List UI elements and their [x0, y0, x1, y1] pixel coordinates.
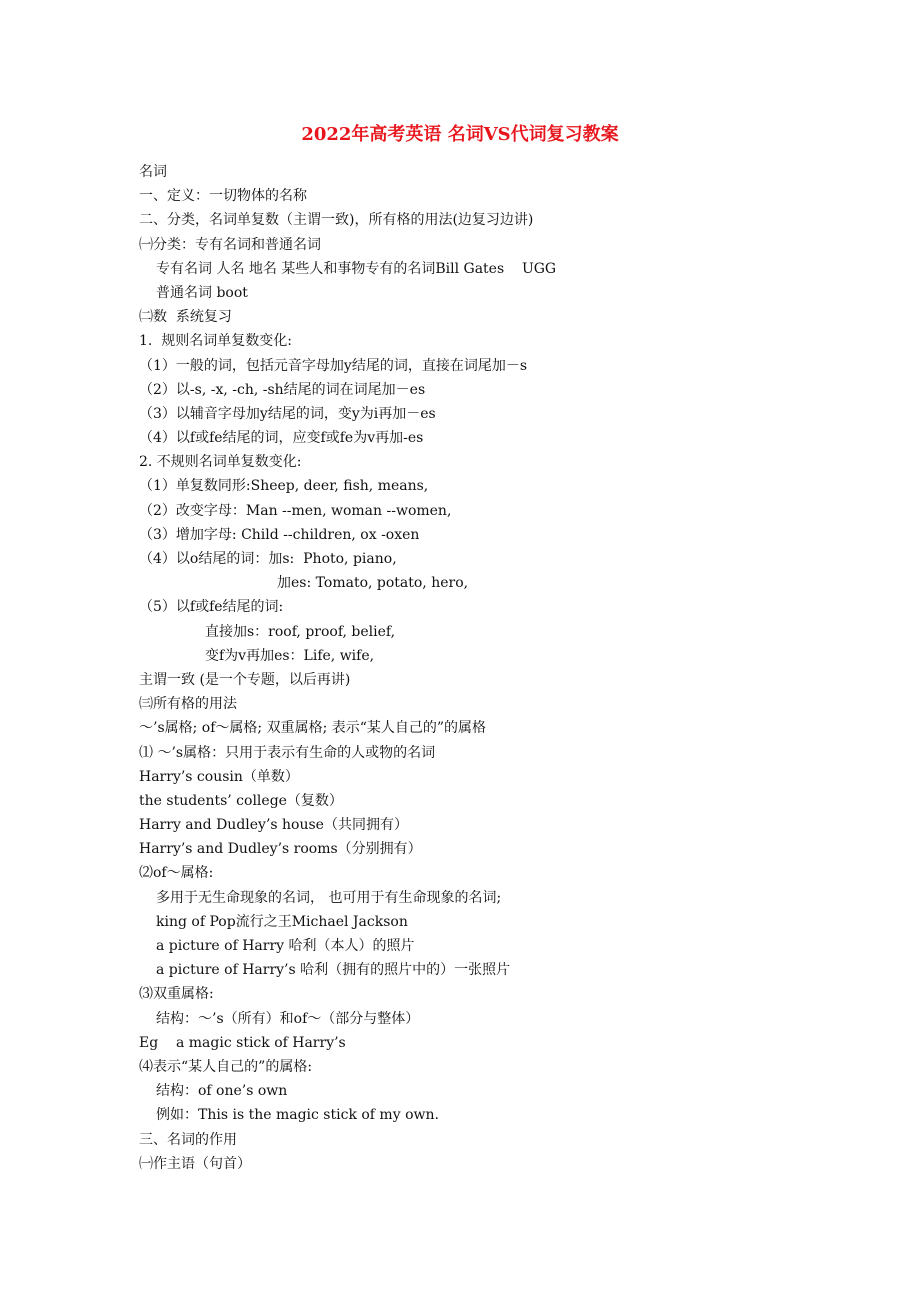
- document-line: 直接加s：roof, proof, belief,: [205, 623, 396, 640]
- document-line: Harry and Dudley’s house（共同拥有）: [139, 817, 408, 834]
- document-line: Eg a magic stick of Harry’s: [139, 1034, 346, 1051]
- document-line: （1）一般的词，包括元音字母加y结尾的词，直接在词尾加－s: [139, 357, 527, 374]
- document-line: 结构：～’s（所有）和of～（部分与整体）: [156, 1010, 420, 1027]
- document-body: [139, 160, 879, 1176]
- document-line: ⑷表示“某人自己的”的属格:: [139, 1058, 313, 1075]
- document-line: （3）以辅音字母加y结尾的词，变y为i再加－es: [139, 405, 436, 422]
- document-line: 1. 规则名词单复数变化:: [139, 333, 292, 350]
- document-line: 加es: Tomato, potato, hero,: [277, 575, 469, 592]
- document-line: ㈢所有格的用法: [139, 696, 237, 713]
- document-line: 结构：of one’s own: [156, 1083, 288, 1100]
- document-title: 2022年高考英语 名词VS代词复习教案: [301, 124, 619, 145]
- document-line: ⑵of～属格:: [139, 865, 214, 882]
- document-line: king of Pop流行之王Michael Jackson: [156, 913, 408, 930]
- document-line: 变f为v再加es：Life, wife,: [205, 647, 375, 664]
- document-line: ⑴ ～’s属格：只用于表示有生命的人或物的名词: [139, 744, 436, 761]
- document-line: 2. 不规则名词单复数变化:: [139, 454, 302, 471]
- document-line: ㈡数 系统复习: [139, 309, 232, 326]
- document-line: Harry’s and Dudley’s rooms（分别拥有）: [139, 841, 422, 858]
- document-line: ～’s属格; of～属格; 双重属格; 表示“某人自己的”的属格: [139, 720, 487, 737]
- document-line: 多用于无生命现象的名词， 也可用于有生命现象的名词;: [156, 889, 502, 906]
- document-line: 名词: [139, 164, 167, 180]
- document-line: （3）增加字母: Child --children, ox -oxen: [139, 526, 420, 543]
- document-line: （4）以f或fe结尾的词，应变f或fe为v再加-es: [139, 430, 424, 447]
- document-line: （4）以o结尾的词：加s: Photo, piano,: [139, 551, 397, 567]
- document-line: （1）单复数同形:Sheep, deer, fish, means,: [139, 478, 429, 495]
- document-line: （2）改变字母：Man --men, woman --women,: [139, 502, 452, 519]
- document-line: a picture of Harry’s 哈利（拥有的照片中的）一张照片: [156, 962, 511, 979]
- document-line: 普通名词 boot: [156, 284, 248, 301]
- document-line: （2）以-s, -x, -ch, -sh结尾的词在词尾加－es: [139, 381, 426, 398]
- document-line: the students’ college（复数）: [139, 792, 343, 809]
- document-line: 主谓一致 (是一个专题，以后再讲): [139, 671, 351, 688]
- document-line: a picture of Harry 哈利（本人）的照片: [156, 938, 415, 954]
- document-line: ⑶双重属格:: [139, 986, 214, 1003]
- document-line: 二、分类，名词单复数（主谓一致)，所有格的用法(边复习边讲): [139, 212, 534, 229]
- document-line: 三、名词的作用: [139, 1131, 237, 1148]
- document-line: ㈠分类：专有名词和普通名词: [139, 236, 321, 253]
- document-line: Harry’s cousin（单数）: [139, 768, 299, 785]
- document-line: 一、定义：一切物体的名称: [139, 188, 307, 205]
- document-line: 专有名词 人名 地名 某些人和事物专有的名词Bill Gates UGG: [156, 260, 557, 277]
- document-line: （5）以f或fe结尾的词:: [139, 599, 284, 616]
- document-line: ㈠作主语（句首）: [139, 1155, 251, 1172]
- document-line: 例如：This is the magic stick of my own.: [156, 1107, 439, 1124]
